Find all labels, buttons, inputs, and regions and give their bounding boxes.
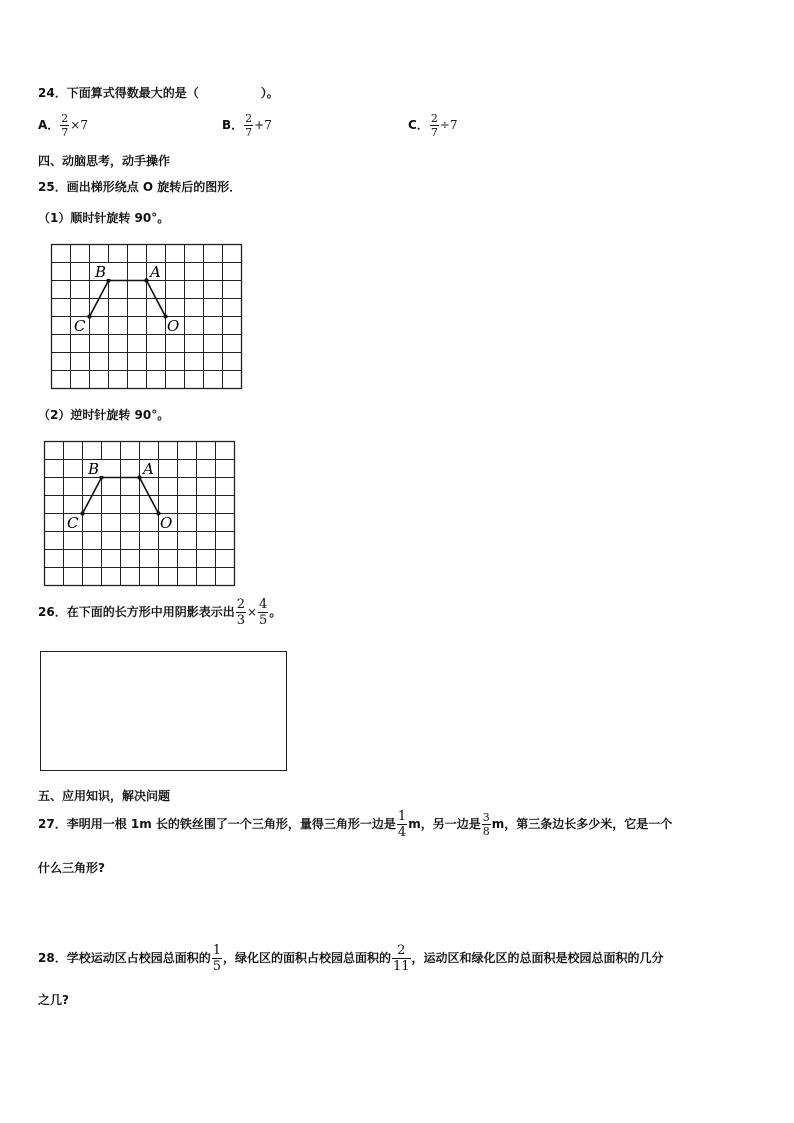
operator-expression: +7 bbox=[254, 118, 272, 132]
section-5-heading: 五、应用知识，解决问题 bbox=[38, 789, 171, 803]
denominator: 5 bbox=[259, 613, 268, 628]
q27-line2: 什么三角形? bbox=[38, 861, 105, 875]
q27-text-a: 27．李明用一根 1m 长的铁丝围了一个三角形，量得三角形一边是 bbox=[38, 817, 396, 831]
point-label-a: A bbox=[150, 263, 161, 281]
q27-text-c: m，第三条边长多少米，它是一个 bbox=[491, 817, 673, 831]
grid-1[interactable] bbox=[48, 241, 248, 391]
denominator: 7 bbox=[245, 126, 253, 139]
point-label-a: A bbox=[143, 460, 154, 478]
q24-option-c[interactable] bbox=[408, 113, 458, 138]
q28-text-b: ，绿化区的面积占校园总面积的 bbox=[222, 951, 391, 965]
q26-text: 26．在下面的长方形中用阴影表示出 bbox=[38, 605, 235, 619]
numerator: 2 bbox=[245, 112, 253, 125]
q25-part2: （2）逆时针旋转 90°。 bbox=[38, 408, 170, 422]
numerator: 2 bbox=[397, 943, 406, 958]
fraction-one-quarter bbox=[397, 810, 407, 839]
q25-part1: （1）顺时针旋转 90°。 bbox=[38, 211, 170, 225]
operator-expression: ×7 bbox=[70, 118, 88, 132]
denominator: 8 bbox=[482, 825, 490, 838]
q24-option-b[interactable] bbox=[222, 113, 272, 138]
section-4-heading: 四、动脑思考，动手操作 bbox=[38, 154, 171, 168]
denominator: 5 bbox=[212, 959, 221, 974]
numerator: 1 bbox=[397, 809, 407, 824]
point-label-o: O bbox=[167, 317, 180, 335]
point-label-b: B bbox=[88, 460, 100, 478]
q24-option-a[interactable] bbox=[38, 113, 88, 138]
fraction-two-thirds bbox=[236, 598, 246, 627]
point-label-b: B bbox=[95, 263, 107, 281]
operator-expression: ÷7 bbox=[439, 118, 458, 132]
q26-suffix: 。 bbox=[269, 605, 282, 619]
q28-text-a: 28．学校运动区占校园总面积的 bbox=[38, 951, 211, 965]
option-label: A． bbox=[38, 118, 60, 132]
option-label: C． bbox=[408, 118, 429, 132]
point-label-o: O bbox=[160, 514, 173, 532]
fraction-four-fifths bbox=[258, 598, 268, 627]
option-label: B． bbox=[222, 118, 244, 132]
q28-line2: 之几? bbox=[38, 993, 69, 1007]
q24-close: ）。 bbox=[260, 86, 279, 100]
denominator: 11 bbox=[393, 959, 410, 974]
fraction-three-eighths bbox=[482, 812, 491, 837]
denominator: 7 bbox=[61, 126, 69, 139]
denominator: 7 bbox=[430, 126, 438, 139]
point-label-c: C bbox=[74, 317, 86, 335]
q27-line1 bbox=[38, 810, 672, 839]
fraction bbox=[60, 113, 69, 138]
fraction bbox=[430, 113, 439, 138]
q28-text-c: ，运动区和绿化区的总面积是校园总面积的几分 bbox=[411, 951, 664, 965]
numerator: 2 bbox=[430, 112, 438, 125]
numerator: 3 bbox=[482, 811, 490, 824]
numerator: 2 bbox=[61, 112, 69, 125]
denominator: 4 bbox=[397, 825, 407, 840]
numerator: 2 bbox=[236, 597, 245, 612]
numerator: 1 bbox=[212, 943, 221, 958]
q25-title: 25．画出梯形绕点 O 旋转后的图形． bbox=[38, 180, 242, 194]
shading-rectangle[interactable] bbox=[40, 651, 287, 771]
fraction-one-fifth bbox=[212, 944, 222, 973]
q27-text-b: m，另一边是 bbox=[408, 817, 481, 831]
denominator: 3 bbox=[236, 613, 245, 628]
q24-text: 24．下面算式得数最大的是（ bbox=[38, 86, 199, 100]
fraction-two-elevenths bbox=[392, 944, 411, 973]
q24-stem bbox=[38, 84, 279, 101]
point-label-c: C bbox=[67, 514, 79, 532]
grid-2[interactable] bbox=[41, 438, 241, 588]
q26-stem bbox=[38, 598, 281, 627]
times-sign: × bbox=[246, 605, 258, 619]
fraction bbox=[244, 113, 253, 138]
numerator: 4 bbox=[259, 597, 268, 612]
q28-line1 bbox=[38, 944, 664, 973]
